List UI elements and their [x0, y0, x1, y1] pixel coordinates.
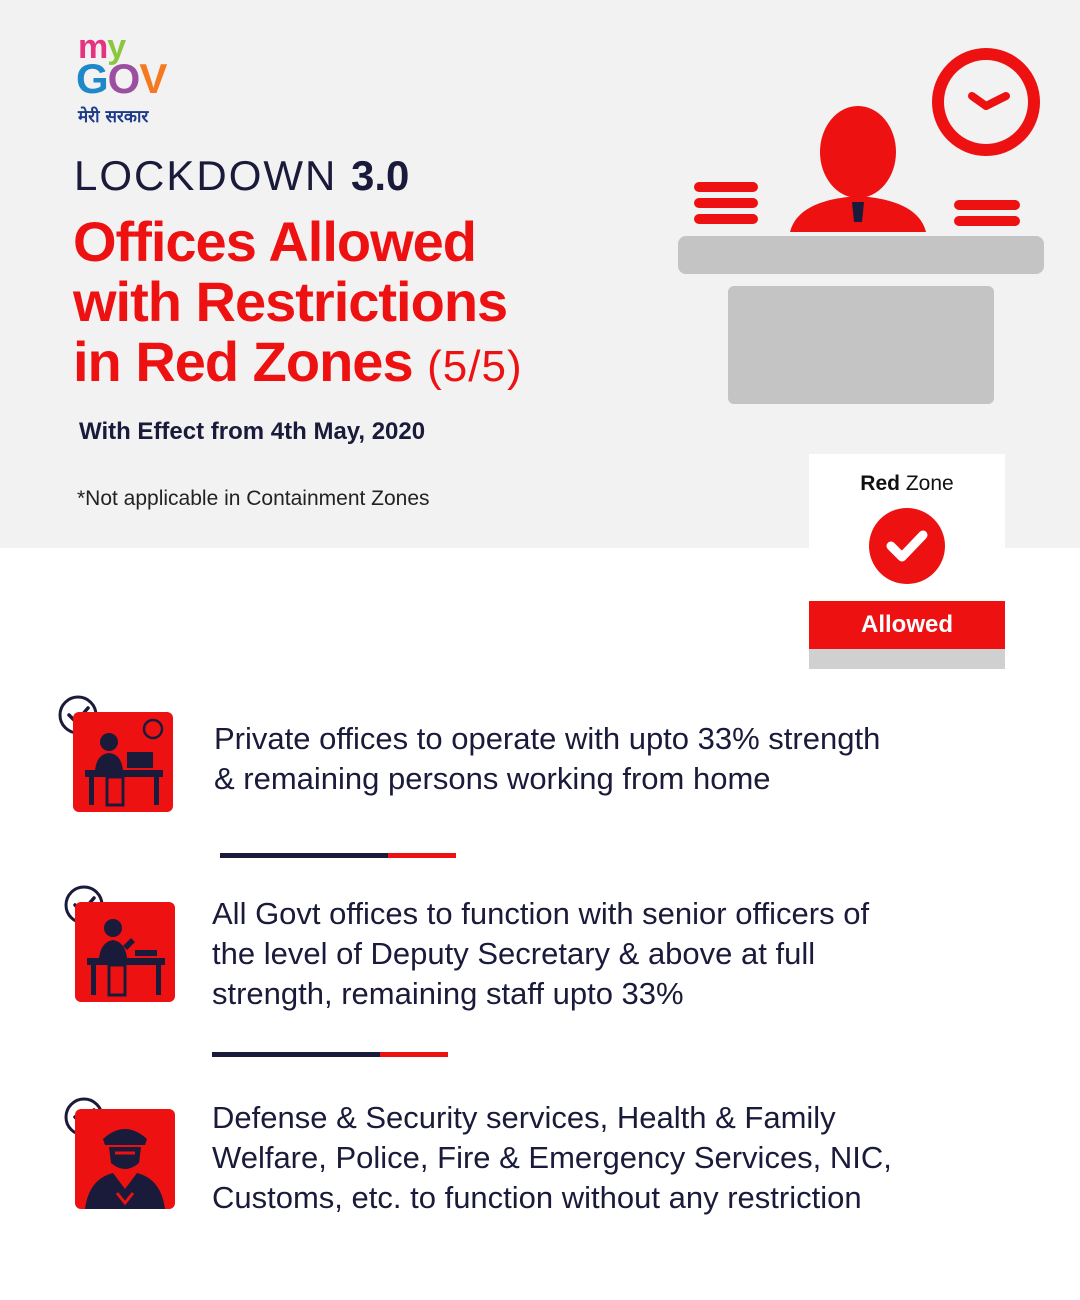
zone-title [809, 472, 1005, 496]
item-text [212, 1098, 1032, 1218]
headline-line-3-text: in Red Zones [73, 330, 413, 393]
containment-note: *Not applicable in Containment Zones [77, 487, 430, 510]
logo-my: my [78, 28, 126, 66]
clock-icon [938, 54, 1034, 150]
zone-card [809, 454, 1005, 669]
section-divider [212, 1052, 448, 1057]
item-text-line: Defense & Security services, Health & Family [212, 1100, 836, 1135]
item-text-line: Welfare, Police, Fire & Emergency Services, NIC, [212, 1140, 892, 1175]
headline-line-3 [73, 332, 673, 397]
security-officer-icon [75, 1109, 175, 1209]
mygov-logo [76, 30, 206, 125]
headline [73, 212, 673, 397]
zone-card-footer [809, 649, 1005, 669]
office-desk-illustration [670, 40, 1060, 410]
lockdown-text: LOCKDOWN [74, 152, 338, 199]
logo-gov: GOV [76, 55, 167, 102]
item-text-line: strength, remaining staff upto 33% [212, 976, 684, 1011]
desk-top [678, 236, 1044, 274]
item-text [214, 719, 1034, 799]
person-icon [790, 106, 926, 232]
divider-red [388, 853, 456, 858]
papers-left-icon [694, 182, 758, 224]
item-text-line: Customs, etc. to function without any restriction [212, 1180, 862, 1215]
headline-line-1: Offices Allowed [73, 210, 477, 273]
zone-title-rest: Zone [899, 472, 954, 495]
part-indicator: (5/5) [427, 342, 523, 391]
logo-tagline: मेरी सरकार [78, 107, 149, 127]
status-badge: Allowed [809, 601, 1005, 649]
desk-front [728, 286, 994, 404]
divider-navy [212, 1052, 380, 1057]
divider-navy [220, 853, 388, 858]
item-text-line: All Govt offices to function with senior officers of [212, 896, 870, 931]
zone-title-bold: Red [860, 472, 900, 495]
headline-line-2: with Restrictions [73, 270, 508, 333]
papers-right-icon [954, 200, 1020, 226]
effective-date: With Effect from 4th May, 2020 [79, 418, 426, 445]
office-worker-desk-icon [73, 712, 173, 812]
govt-officer-desk-icon [75, 902, 175, 1002]
item-text-line: the level of Deputy Secretary & above at full [212, 936, 816, 971]
item-text-line: & remaining persons working from home [214, 761, 771, 796]
lockdown-version: 3.0 [351, 152, 410, 199]
checkmark-circle-icon [869, 508, 945, 584]
item-text-line: Private offices to operate with upto 33% strength [214, 721, 881, 756]
section-divider [220, 853, 456, 858]
lockdown-label [74, 152, 409, 200]
item-text [212, 894, 1032, 1014]
divider-red [380, 1052, 448, 1057]
